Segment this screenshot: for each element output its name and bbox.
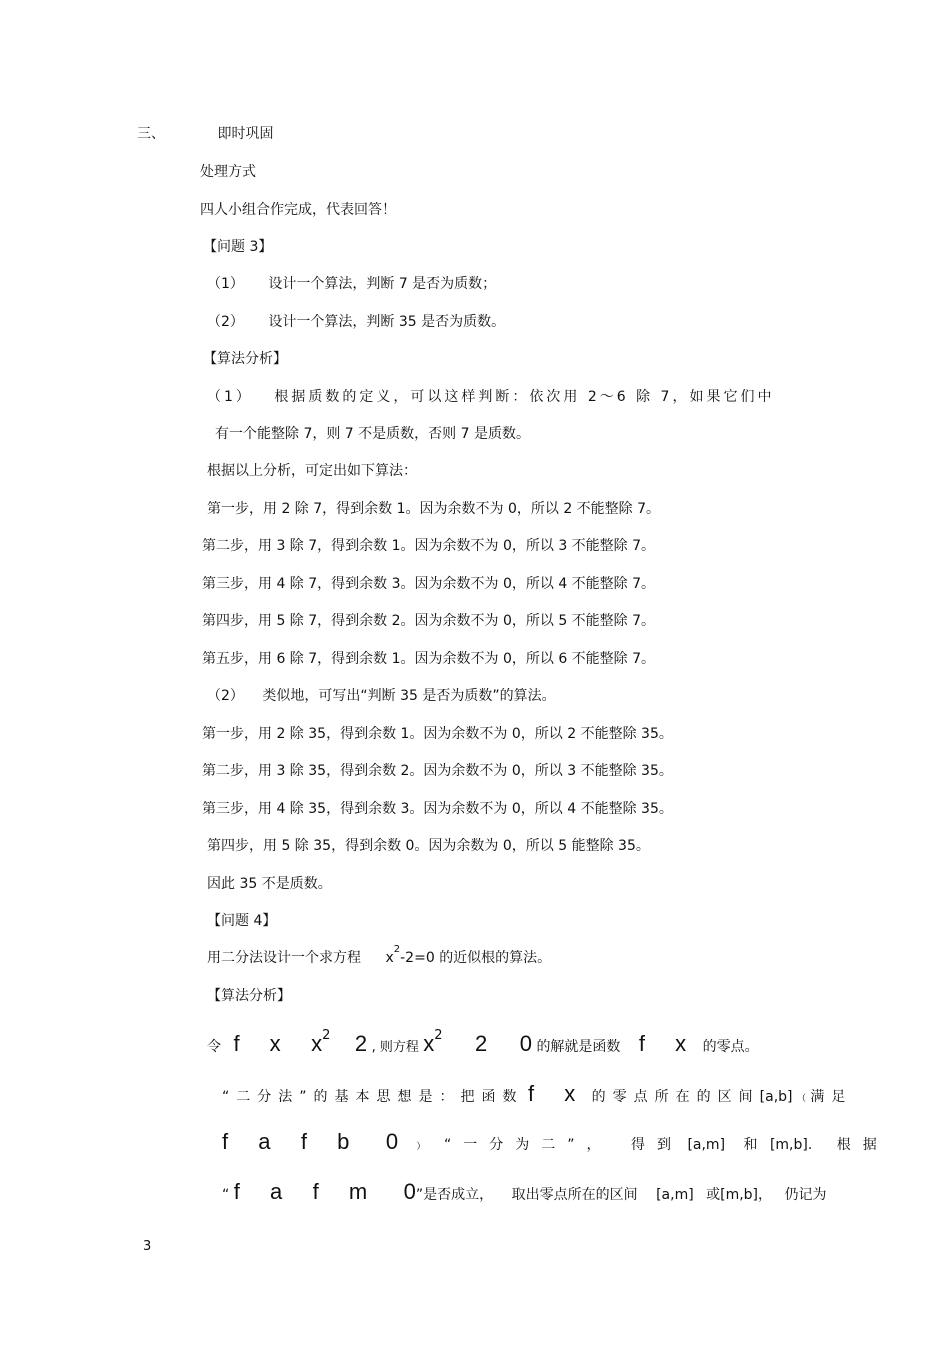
- bisection-bracket-close: ）: [416, 1142, 426, 1152]
- problem4-label: 【问题 4】: [207, 913, 277, 929]
- formula-exponent: 2: [322, 1028, 331, 1043]
- bisection-interval: [a,b]: [759, 1089, 793, 1105]
- step35-4: 第四步，用 5 除 35，得到余数 0。因为余数为 0，所以 5 能整除 35。: [207, 838, 650, 854]
- bisection-quote-open: “: [222, 1187, 230, 1203]
- analysis1-line1: [207, 388, 774, 406]
- bisection-mb: [m,b].: [769, 1137, 813, 1153]
- bisection-zero-2: 0: [403, 1179, 416, 1204]
- bisection-line-2: [222, 1128, 889, 1156]
- section-heading: [137, 125, 273, 143]
- section-title: 即时巩固: [217, 126, 274, 142]
- bisection-still: 仍记为: [784, 1187, 827, 1203]
- problem4-text: [207, 944, 552, 969]
- bisection-or-mb: 或[m,b]，: [706, 1187, 773, 1203]
- bisection-fa: f a: [222, 1129, 283, 1154]
- formula-ling: 令: [207, 1039, 221, 1055]
- formula-solution-text: 的解就是函数: [536, 1039, 621, 1055]
- bisection-fm: f m: [312, 1179, 380, 1204]
- bisection-fx: f x: [527, 1081, 588, 1106]
- formula-x2: x: [423, 1031, 435, 1056]
- method-text: 四人小组合作完成，代表回答！: [200, 202, 396, 218]
- section-number: 三、: [137, 126, 165, 142]
- item-number: （2）: [207, 688, 244, 704]
- equation-rest: -2=0: [400, 950, 435, 966]
- bisection-fa-2: f a: [233, 1179, 295, 1204]
- bisection-and: 和: [743, 1137, 758, 1153]
- bisection-obtain: 得到: [630, 1137, 683, 1153]
- bisection-text5: 取出零点所在的区间: [511, 1187, 638, 1203]
- analysis-label: 【算法分析】: [203, 351, 287, 367]
- step7-3: 第三步，用 4 除 7，得到余数 3。因为余数不为 0，所以 4 不能整除 7。: [202, 576, 656, 592]
- bisection-text2: 的零点所在的区间: [591, 1089, 760, 1105]
- bisection-zero: 0: [385, 1129, 399, 1154]
- bisection-text1: “二分法”的基本思想是：把函数: [222, 1089, 524, 1105]
- problem3-item-1: [207, 275, 496, 293]
- item-text: 设计一个算法，判断 7 是否为质数；: [268, 276, 497, 292]
- equation-base: x: [385, 950, 394, 966]
- bisection-text3: “一分为二”，: [444, 1137, 613, 1153]
- step7-4: 第四步，用 5 除 7，得到余数 2。因为余数不为 0，所以 5 不能整除 7。: [202, 613, 656, 629]
- bisection-text4: ”是否成立，: [415, 1187, 494, 1203]
- analysis2: [207, 687, 556, 705]
- method-label: 处理方式: [200, 164, 256, 180]
- formula-two: 2: [354, 1031, 368, 1056]
- formula-fx-2: f x: [638, 1031, 699, 1056]
- formula-zero-point: 的零点。: [702, 1039, 759, 1055]
- formula-line: [207, 1030, 759, 1058]
- problem4-text-a: 用二分法设计一个求方程: [207, 950, 361, 966]
- bisection-fb: f b: [300, 1129, 362, 1154]
- bisection-satisfy: 满足: [810, 1089, 853, 1105]
- analysis1-text: 根据质数的定义，可以这样判断：依次用 2～6 除 7，如果它们中: [274, 389, 775, 405]
- analysis2-text: 类似地，可写出“判断 35 是否为质数”的算法。: [262, 688, 556, 704]
- item-number: （1）: [207, 276, 244, 292]
- formula-exponent-2: 2: [434, 1028, 443, 1043]
- formula-two-2: 2: [475, 1031, 488, 1056]
- bisection-line-3: [222, 1178, 826, 1206]
- bisection-am: [a,m]: [687, 1137, 726, 1153]
- bisection-am-2: [a,m]: [656, 1187, 694, 1203]
- analysis1-line2: 有一个能整除 7，则 7 不是质数，否则 7 是质数。: [215, 426, 530, 442]
- page-number: 3: [143, 1239, 152, 1254]
- bisection-bracket-open: （: [796, 1094, 806, 1104]
- analysis4-label: 【算法分析】: [207, 988, 291, 1004]
- formula-x: x: [311, 1031, 323, 1056]
- step35-1: 第一步，用 2 除 35，得到余数 1。因为余数不为 0，所以 2 不能整除 35。: [202, 726, 673, 742]
- problem4-text-b: 的近似根的算法。: [439, 950, 552, 966]
- problem3-label: 【问题 3】: [203, 239, 273, 255]
- step7-1: 第一步，用 2 除 7，得到余数 1。因为余数不为 0，所以 2 不能整除 7。: [207, 501, 661, 517]
- step35-3: 第三步，用 4 除 35，得到余数 3。因为余数不为 0，所以 4 不能整除 35。: [202, 801, 673, 817]
- step7-2: 第二步，用 3 除 7，得到余数 1。因为余数不为 0，所以 3 不能整除 7。: [202, 538, 656, 554]
- item-number: （1）: [207, 389, 253, 405]
- formula-zero: 0: [519, 1031, 532, 1056]
- intro-algorithm: 根据以上分析，可定出如下算法：: [207, 463, 417, 479]
- conclusion: 因此 35 不是质数。: [207, 876, 332, 892]
- item-text: 设计一个算法，判断 35 是否为质数。: [268, 314, 506, 330]
- bisection-according: 根据: [836, 1137, 889, 1153]
- item-number: （2）: [207, 314, 244, 330]
- formula-fx: f x: [233, 1031, 293, 1056]
- step35-2: 第二步，用 3 除 35，得到余数 2。因为余数不为 0，所以 3 不能整除 35。: [202, 763, 673, 779]
- step7-5: 第五步，用 6 除 7，得到余数 1。因为余数不为 0，所以 6 不能整除 7。: [202, 651, 656, 667]
- formula-then: , 则方程: [371, 1040, 419, 1055]
- equation-exponent: 2: [393, 944, 401, 955]
- problem3-item-2: [207, 313, 505, 331]
- bisection-line-1: [222, 1080, 852, 1108]
